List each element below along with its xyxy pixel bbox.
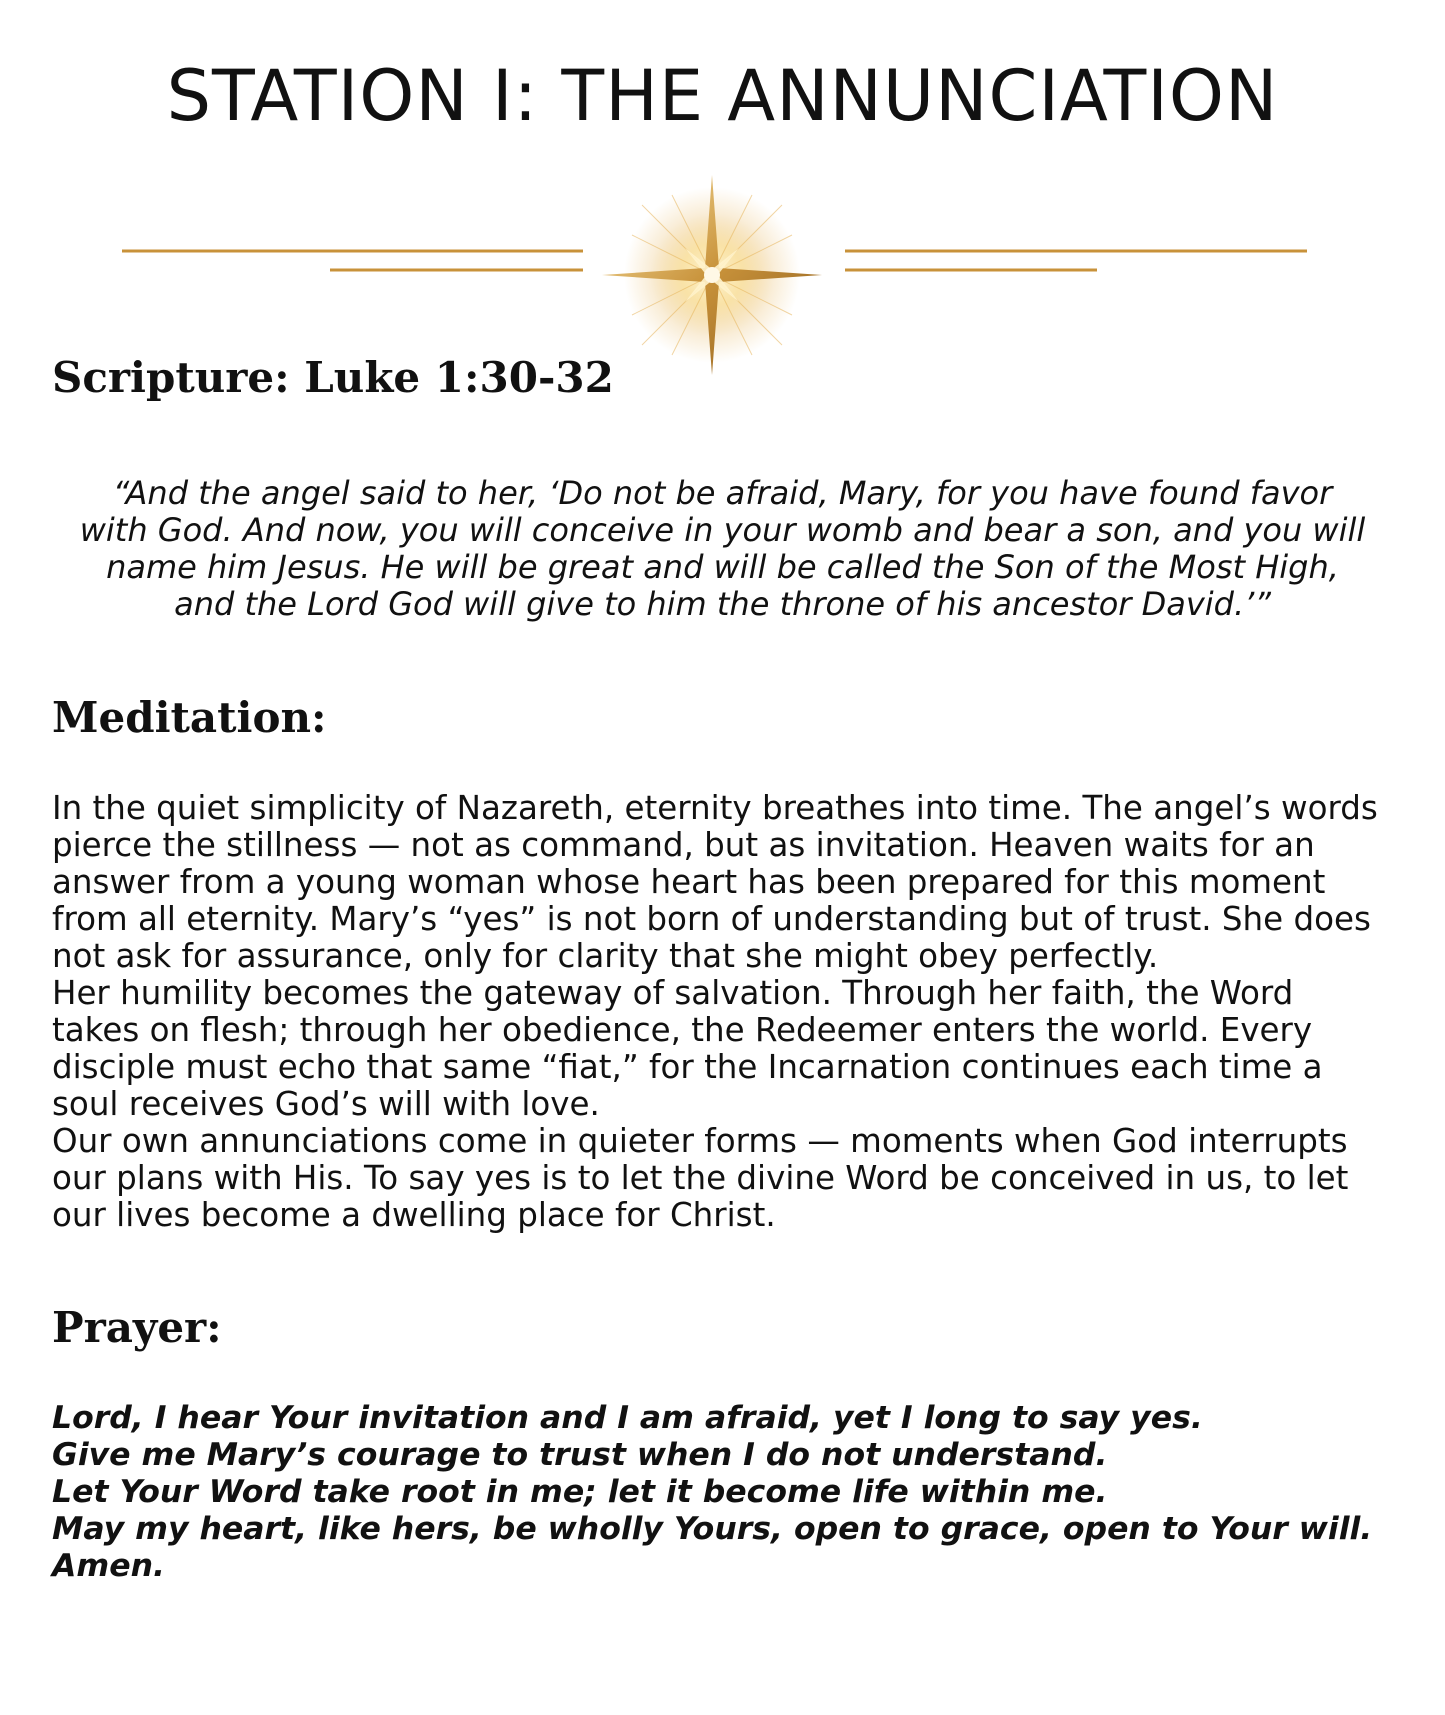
quote-line: with God. And now, you will conceive in your womb and bear a son, and you will	[79, 511, 1366, 549]
prayer-line: May my heart, like hers, be wholly Yours, open to grace, open to Your will.	[52, 1511, 1373, 1547]
scripture-heading: Scripture: Luke 1:30-32	[52, 353, 614, 402]
meditation-line: Our own annunciations come in quieter forms — moments when God interrupts	[52, 1122, 1348, 1160]
meditation-line: our plans with His. To say yes is to let the divine Word be conceived in us, to let	[52, 1159, 1349, 1197]
meditation-text	[52, 790, 1422, 1234]
quote-line: and the Lord God will give to him the throne of his ancestor David.’”	[174, 585, 1271, 623]
meditation-line: In the quiet simplicity of Nazareth, eternity breathes into time. The angel’s words	[52, 789, 1378, 827]
meditation-line: takes on flesh; through her obedience, the Redeemer enters the world. Every	[52, 1011, 1313, 1049]
meditation-line: disciple must echo that same “fiat,” for the Incarnation continues each time a	[52, 1048, 1323, 1086]
star-divider	[0, 170, 1445, 380]
prayer-heading: Prayer:	[52, 1303, 222, 1352]
quote-line: name him Jesus. He will be great and will be called the Son of the Most High,	[106, 548, 1339, 586]
meditation-line: not ask for assurance, only for clarity that she might obey perfectly.	[52, 937, 1159, 975]
prayer-line: Lord, I hear Your invitation and I am afraid, yet I long to say yes.	[52, 1400, 1203, 1436]
prayer-line: Give me Mary’s courage to trust when I do not understand.	[52, 1437, 1108, 1473]
prayer-line: Let Your Word take root in me; let it become life within me.	[52, 1474, 1108, 1510]
quote-line: “And the angel said to her, ‘Do not be afraid, Mary, for you have found favor	[112, 474, 1333, 512]
prayer-line: Amen.	[52, 1548, 165, 1584]
meditation-line: answer from a young woman whose heart has been prepared for this moment	[52, 863, 1326, 901]
meditation-heading: Meditation:	[52, 693, 327, 742]
prayer-text	[52, 1400, 1422, 1585]
meditation-line: our lives become a dwelling place for Christ.	[52, 1196, 776, 1234]
meditation-line: from all eternity. Mary’s “yes” is not born of understanding but of trust. She does	[52, 900, 1371, 938]
meditation-line: Her humility becomes the gateway of salvation. Through her faith, the Word	[52, 974, 1294, 1012]
star-icon	[602, 175, 822, 375]
page-title: STATION I: THE ANNUNCIATION	[166, 55, 1279, 137]
meditation-line: pierce the stillness — not as command, but as invitation. Heaven waits for an	[52, 826, 1315, 864]
meditation-line: soul receives God’s will with love.	[52, 1085, 600, 1123]
scripture-quote	[40, 475, 1405, 623]
